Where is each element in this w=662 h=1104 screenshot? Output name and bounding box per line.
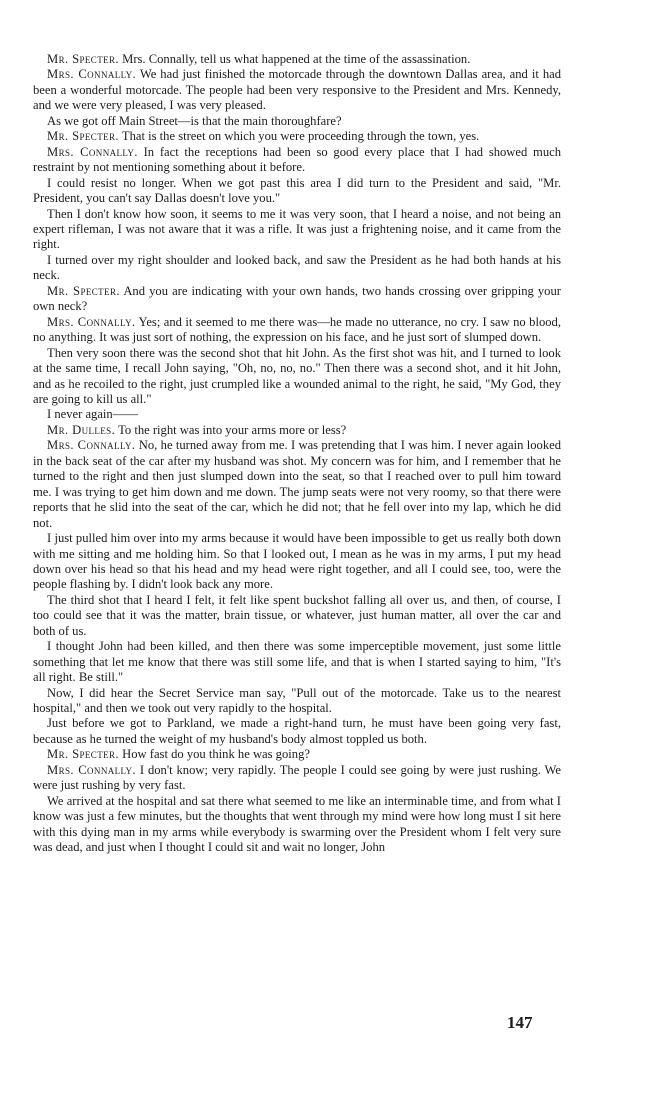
paragraph-text: And you are indicating with your own hands, two hands crossing over gripping your own neck? <box>33 283 561 314</box>
paragraph-text: Now, I did hear the Secret Service man say, "Pull out of the motorcade. Take us to the nearest hospital," and then we took out very rapidly to the hospital. <box>33 685 561 716</box>
paragraph-text: I just pulled him over into my arms because it would have been impossible to get us really both down with me sitting and me holding him. So that I looked out, I mean as he was in my arms, I put my head down over his head so that his head and my head were right together, and all I could see, too, were the people flashing by. I didn't look back any more. <box>33 531 561 592</box>
paragraph-text: Mrs. Connally, tell us what happened at the time of the assassination. <box>122 52 471 66</box>
paragraph <box>33 423 561 438</box>
speaker-name: Mrs. Connally. <box>47 762 136 777</box>
paragraph <box>33 315 561 346</box>
paragraph-text: Yes; and it seemed to me there was—he made no utterance, no cry. I saw no blood, no anything. It was just sort of nothing, the expression on his face, and he just sort of slumped down. <box>33 314 561 345</box>
paragraph <box>33 716 561 747</box>
page-number: 147 <box>507 1013 533 1032</box>
paragraph <box>33 284 561 315</box>
paragraph <box>33 129 561 144</box>
paragraph-text: We arrived at the hospital and sat there what seemed to me like an interminable time, and from what I know was just a few minutes, but the thoughts that went through my mind were how long must I sit here with this dying man in my arms while everybody is swarming over the President whom I felt very sure was dead, and just when I thought I could sit and wait no longer, John <box>33 793 561 855</box>
paragraph <box>33 253 561 284</box>
speaker-name: Mrs. Connally. <box>47 67 137 82</box>
speaker-name: Mr. Specter. <box>47 283 120 298</box>
speaker-name: Mrs. Connally. <box>47 144 138 159</box>
paragraph <box>33 794 561 856</box>
paragraph <box>33 686 561 717</box>
paragraph-text: Just before we got to Parkland, we made a right-hand turn, he must have been going very fast, because as he turned the weight of my husband's body almost toppled us both. <box>33 716 561 746</box>
paragraph-text: The third shot that I heard I felt, it felt like spent buckshot falling all over us, and then, of course, I too could see that it was the matter, brain tissue, or whatever, just human matter, all over the car and both of us. <box>33 592 561 638</box>
paragraph <box>33 114 561 129</box>
paragraph-text: No, he turned away from me. I was pretending that I was him. I never again looked in the back seat of the car after my husband was shot. My concern was for him, and I remember that he turned to the right and then just slumped down into the seat, so that I reached over to pull him toward me. I was trying to get him down and me down. The jump seats were not very roomy, so that there were reports that he slid into the seat of the car, which he did not; that he fell over into my lap, which he did not. <box>33 438 562 530</box>
paragraph <box>33 145 561 176</box>
paragraph-text: I thought John had been killed, and then there was some imperceptible movement, just some little something that let me know that there was still some life, and that is when I started saying to him, "It's all right. Be still." <box>33 639 561 685</box>
paragraph-text: I could resist no longer. When we got past this area I did turn to the President and said, "Mr. President, you can't say Dallas doesn't love you." <box>33 175 561 206</box>
paragraph <box>33 176 561 207</box>
transcript-body <box>33 52 561 856</box>
speaker-name: Mrs. Connally. <box>47 438 136 453</box>
paragraph-text: Then I don't know how soon, it seems to me it was very soon, that I heard a noise, and not being an expert rifleman, I was not aware that it was a rifle. It was just a frightening noise, and it came from the right. <box>33 206 561 252</box>
paragraph <box>33 763 561 794</box>
speaker-name: Mrs. Connally. <box>47 314 136 329</box>
paragraph-text: We had just finished the motorcade through the downtown Dallas area, and it had been a wonderful motorcade. The people had been very responsive to the President and Mrs. Kennedy, and we were very pleased, I was very pleased. <box>33 67 562 113</box>
paragraph-text: In fact the receptions had been so good every place that I had showed much restraint by not mentioning something about it before. <box>33 144 562 175</box>
paragraph-text: I turned over my right shoulder and looked back, and saw the President as he had both hands at his neck. <box>33 252 561 283</box>
paragraph-text: Then very soon there was the second shot that hit John. As the first shot was hit, and I turned to look at the same time, I recall John saying, "Oh, no, no, no." Then there was a second shot, and it hit John, and as he recoiled to the right, just crumpled like a wounded animal to the right, he said, "My God, they are going to kill us all." <box>33 345 561 406</box>
paragraph <box>33 346 561 408</box>
paragraph <box>33 438 561 531</box>
speaker-name: Mr. Specter. <box>47 747 119 762</box>
paragraph <box>33 639 561 685</box>
paragraph <box>33 52 561 67</box>
paragraph <box>33 67 561 113</box>
paragraph-text: To the right was into your arms more or less? <box>118 422 347 437</box>
paragraph-text: I don't know; very rapidly. The people I could see going by were just rushing. We were just rushing by very fast. <box>33 762 562 793</box>
speaker-name: Mr. Dulles. <box>47 422 116 437</box>
paragraph-text: That is the street on which you were proceeding through the town, yes. <box>121 129 480 144</box>
paragraph-text: I never again—— <box>47 407 138 422</box>
paragraph <box>33 747 561 762</box>
paragraph <box>33 407 561 422</box>
paragraph-text: As we got off Main Street—is that the main thoroughfare? <box>47 113 342 128</box>
paragraph <box>33 531 561 593</box>
speaker-name: Mr. Specter. <box>47 129 119 144</box>
paragraph <box>33 207 561 253</box>
paragraph-text: How fast do you think he was going? <box>122 747 310 762</box>
speaker-name: Mr. Specter. <box>47 52 119 66</box>
paragraph <box>33 593 561 639</box>
